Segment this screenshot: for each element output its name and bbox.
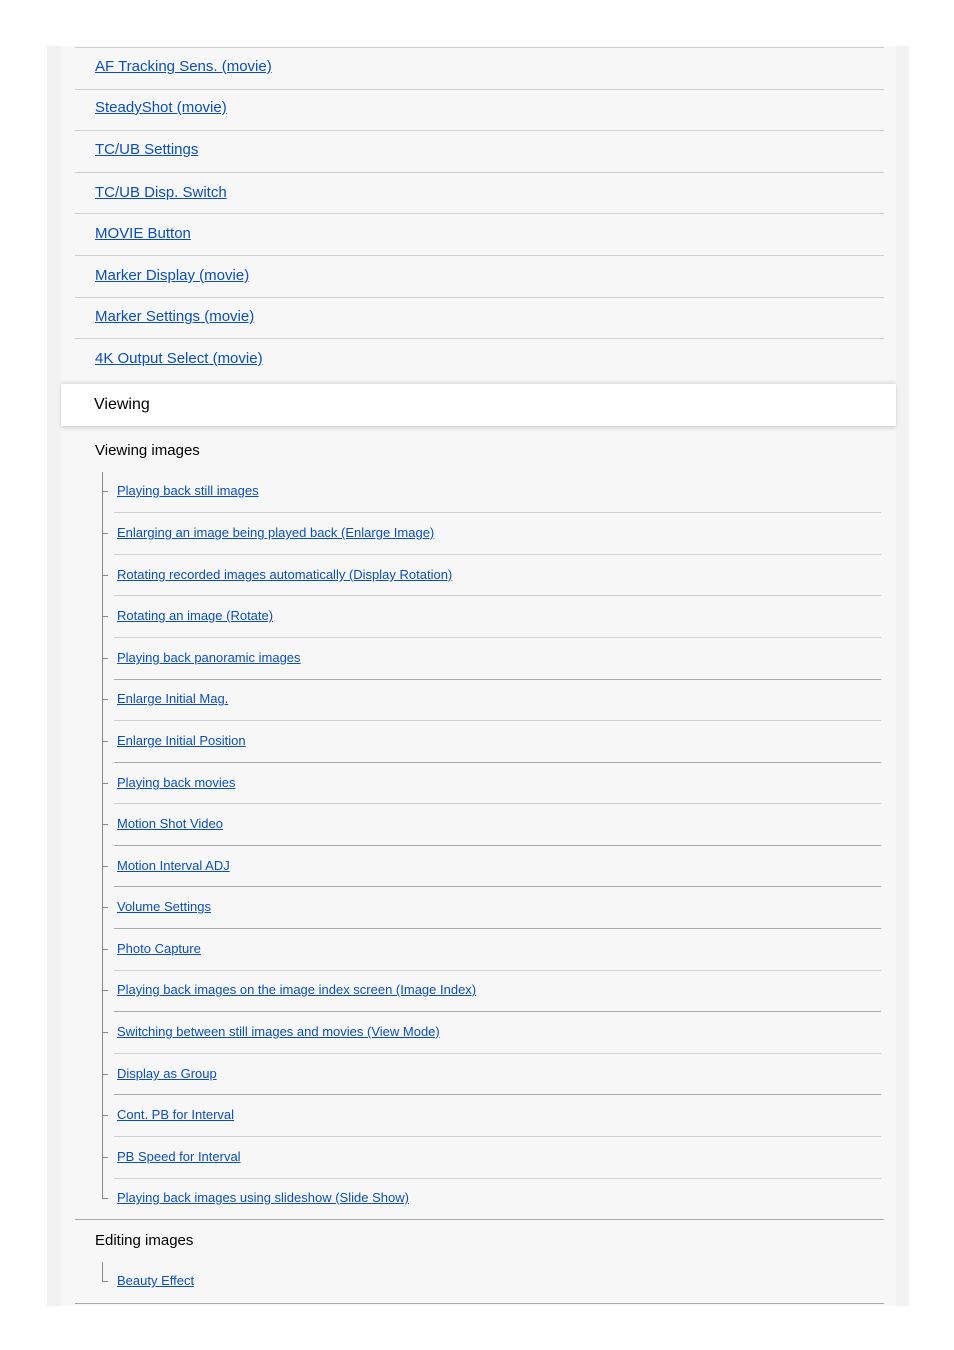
tree-branch [102, 575, 108, 576]
link-beauty-effect[interactable]: Beauty Effect [117, 1273, 195, 1288]
subsection-heading-editing-images: Editing images [95, 1232, 194, 1249]
link-marker-settings-movie[interactable]: Marker Settings (movie) [95, 308, 255, 325]
link-rotate[interactable]: Rotating an image (Rotate) [117, 608, 274, 623]
subsection-heading-viewing-images: Viewing images [95, 442, 200, 459]
tree-branch [102, 699, 108, 700]
tree-branch [102, 491, 108, 492]
link-display-rotation[interactable]: Rotating recorded images automatically (Display Rotation) [117, 567, 453, 582]
divider [114, 1136, 881, 1137]
tree-branch [102, 824, 108, 825]
link-image-index[interactable]: Playing back images on the image index screen (Image Index) [117, 982, 477, 997]
divider [114, 1011, 881, 1012]
divider [75, 89, 884, 90]
link-view-mode[interactable]: Switching between still images and movies (View Mode) [117, 1024, 440, 1039]
tree-branch [102, 907, 108, 908]
divider [75, 213, 884, 214]
divider [75, 255, 884, 256]
tree-branch [102, 1074, 108, 1075]
tree-branch [102, 949, 108, 950]
link-marker-display-movie[interactable]: Marker Display (movie) [95, 267, 250, 284]
divider [114, 970, 881, 971]
link-volume-settings[interactable]: Volume Settings [117, 899, 211, 914]
link-photo-capture[interactable]: Photo Capture [117, 941, 201, 956]
link-playing-back-still-images[interactable]: Playing back still images [117, 483, 259, 498]
link-enlarge-initial-position[interactable]: Enlarge Initial Position [117, 733, 246, 748]
link-motion-interval-adj[interactable]: Motion Interval ADJ [117, 858, 230, 873]
category-title: Viewing [94, 396, 150, 413]
divider [114, 512, 881, 513]
divider [114, 595, 881, 596]
link-display-as-group[interactable]: Display as Group [117, 1066, 217, 1081]
tree-branch [102, 990, 108, 991]
link-enlarge-initial-mag[interactable]: Enlarge Initial Mag. [117, 691, 229, 706]
divider [114, 928, 881, 929]
tree-branch [102, 533, 108, 534]
category-bar-viewing[interactable] [61, 384, 896, 426]
tree-branch [102, 1032, 108, 1033]
divider [114, 803, 881, 804]
link-4k-output-select-movie[interactable]: 4K Output Select (movie) [95, 350, 263, 367]
divider [114, 554, 881, 555]
divider [114, 679, 881, 680]
tree-branch [102, 783, 108, 784]
tree-branch [102, 866, 108, 867]
divider [114, 637, 881, 638]
tree-branch [102, 741, 108, 742]
link-cont-pb-for-interval[interactable]: Cont. PB for Interval [117, 1107, 235, 1122]
tree-branch [102, 616, 108, 617]
divider [75, 338, 884, 339]
divider [114, 886, 881, 887]
divider [114, 720, 881, 721]
link-enlarge-image[interactable]: Enlarging an image being played back (Enlarge Image) [117, 525, 435, 540]
link-slide-show[interactable]: Playing back images using slideshow (Slide Show) [117, 1190, 409, 1205]
link-panoramic-images[interactable]: Playing back panoramic images [117, 650, 301, 665]
link-af-tracking-sens-movie[interactable]: AF Tracking Sens. (movie) [95, 58, 272, 75]
tree-branch [102, 1281, 108, 1282]
divider [75, 297, 884, 298]
tree-branch [102, 1115, 108, 1116]
link-steadyshot-movie[interactable]: SteadyShot (movie) [95, 99, 227, 116]
divider [75, 1303, 884, 1304]
divider [114, 1053, 881, 1054]
tree-connector [102, 472, 103, 1198]
link-movie-button[interactable]: MOVIE Button [95, 225, 191, 242]
link-motion-shot-video[interactable]: Motion Shot Video [117, 816, 223, 831]
divider [75, 47, 884, 48]
tree-branch [102, 1157, 108, 1158]
link-tcub-settings[interactable]: TC/UB Settings [95, 141, 199, 158]
tree-connector [102, 1262, 103, 1281]
divider [75, 172, 884, 173]
divider [114, 762, 881, 763]
link-tcub-disp-switch[interactable]: TC/UB Disp. Switch [95, 184, 227, 201]
link-pb-speed-for-interval[interactable]: PB Speed for Interval [117, 1149, 241, 1164]
divider [114, 1178, 881, 1179]
divider [114, 845, 881, 846]
divider [75, 1219, 884, 1220]
divider [75, 130, 884, 131]
tree-branch [102, 1198, 108, 1199]
link-playing-back-movies[interactable]: Playing back movies [117, 775, 236, 790]
divider [114, 1094, 881, 1095]
tree-branch [102, 658, 108, 659]
